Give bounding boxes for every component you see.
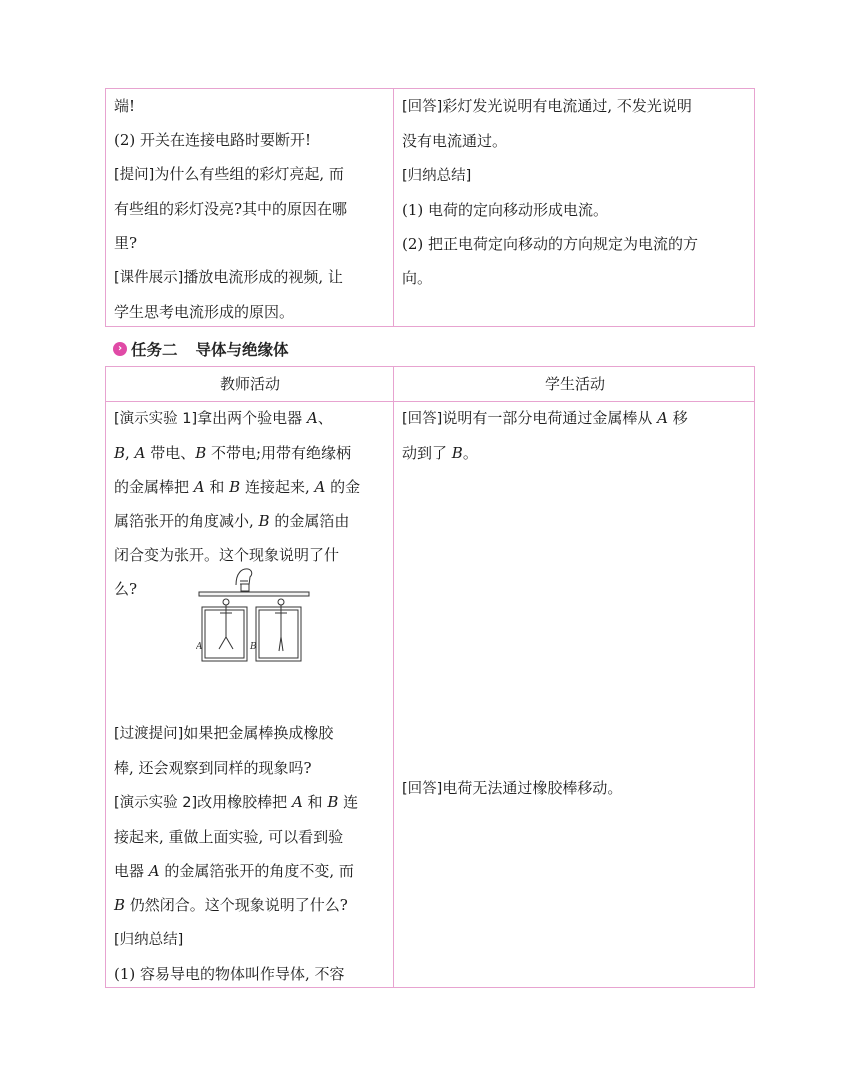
text-line: B, A 带电、B 不带电;用带有绝缘柄: [114, 444, 352, 462]
section-tag: [归纳总结]: [114, 932, 184, 948]
text-line: (2) 把正电荷定向移动的方向规定为电流的方: [402, 235, 699, 253]
text-line: 学生思考电流形成的原因。: [114, 303, 295, 321]
chevron-right-circle-icon: ›: [113, 342, 127, 356]
text-line: B 仍然闭合。这个现象说明了什么?: [114, 896, 348, 914]
section-tag: [回答]: [402, 411, 443, 427]
text-line: 端!: [114, 97, 136, 115]
section-tag: [归纳总结]: [402, 168, 472, 184]
text-line: (1) 电荷的定向移动形成电流。: [402, 201, 609, 219]
task-heading: [113, 336, 289, 362]
section-tag: [过渡提问]: [114, 726, 184, 742]
lesson-table-2: [105, 366, 755, 988]
text-line: [提问]为什么有些组的彩灯亮起, 而: [114, 165, 344, 183]
task-title: 导体与绝缘体: [195, 341, 289, 359]
section-tag: [演示实验 2]: [114, 795, 198, 811]
text-line: 的金属棒把 A 和 B 连接起来, A 的金: [114, 478, 361, 496]
section-tag: [演示实验 1]: [114, 411, 198, 427]
text-line: [演示实验 2]改用橡胶棒把 A 和 B 连: [114, 793, 359, 811]
text-line: [回答]说明有一部分电荷通过金属棒从 A 移: [402, 409, 688, 427]
student-answer-2: [394, 771, 756, 806]
text-line: 接起来, 重做上面实验, 可以看到验: [114, 828, 344, 846]
text-line: 没有电流通过。: [402, 132, 508, 150]
text-line: 向。: [402, 269, 433, 287]
text-line: 里?: [114, 234, 138, 252]
section-tag: [回答]: [402, 99, 443, 115]
text-line: 棒, 还会观察到同样的现象吗?: [114, 759, 312, 777]
text-line: [402, 158, 748, 193]
teacher-activity-cell: [106, 401, 394, 991]
lesson-table-1: [105, 88, 755, 327]
electroscope-figure: [196, 565, 312, 667]
text-line: (2) 开关在连接电路时要断开!: [114, 131, 312, 149]
text-line: (1) 容易导电的物体叫作导体, 不容: [114, 965, 345, 983]
header-teacher: 教师活动: [219, 375, 280, 393]
section-tag: [提问]: [114, 167, 155, 183]
table-header: [106, 367, 754, 402]
section-tag: [回答]: [402, 781, 443, 797]
text-line: [回答]彩灯发光说明有电流通过, 不发光说明: [402, 97, 692, 115]
task-number: 任务二: [131, 341, 178, 359]
text-line: [回答]电荷无法通过橡胶棒移动。: [402, 779, 623, 797]
teacher-activity-cell: [106, 89, 394, 329]
text-line: [演示实验 1]拿出两个验电器 A、: [114, 409, 333, 427]
student-activity-cell: [394, 401, 756, 470]
text-line: 电器 A 的金属箔张开的角度不变, 而: [114, 862, 354, 880]
section-tag: [课件展示]: [114, 270, 184, 286]
label-a: A: [196, 642, 203, 652]
text-line: [过渡提问]如果把金属棒换成橡胶: [114, 724, 334, 742]
text-line: [课件展示]播放电流形成的视频, 让: [114, 268, 343, 286]
label-b: B: [250, 642, 257, 652]
text-line: 动到了 B。: [402, 444, 478, 462]
text-line: 闭合变为张开。这个现象说明了什: [114, 546, 340, 564]
text-line: [114, 922, 386, 957]
student-activity-cell: [394, 89, 756, 295]
text-line: 么?: [114, 580, 138, 598]
text-line: 属箔张开的角度减小, B 的金属箔由: [114, 512, 350, 530]
text-line: 有些组的彩灯没亮?其中的原因在哪: [114, 200, 348, 218]
header-student: 学生活动: [544, 375, 605, 393]
